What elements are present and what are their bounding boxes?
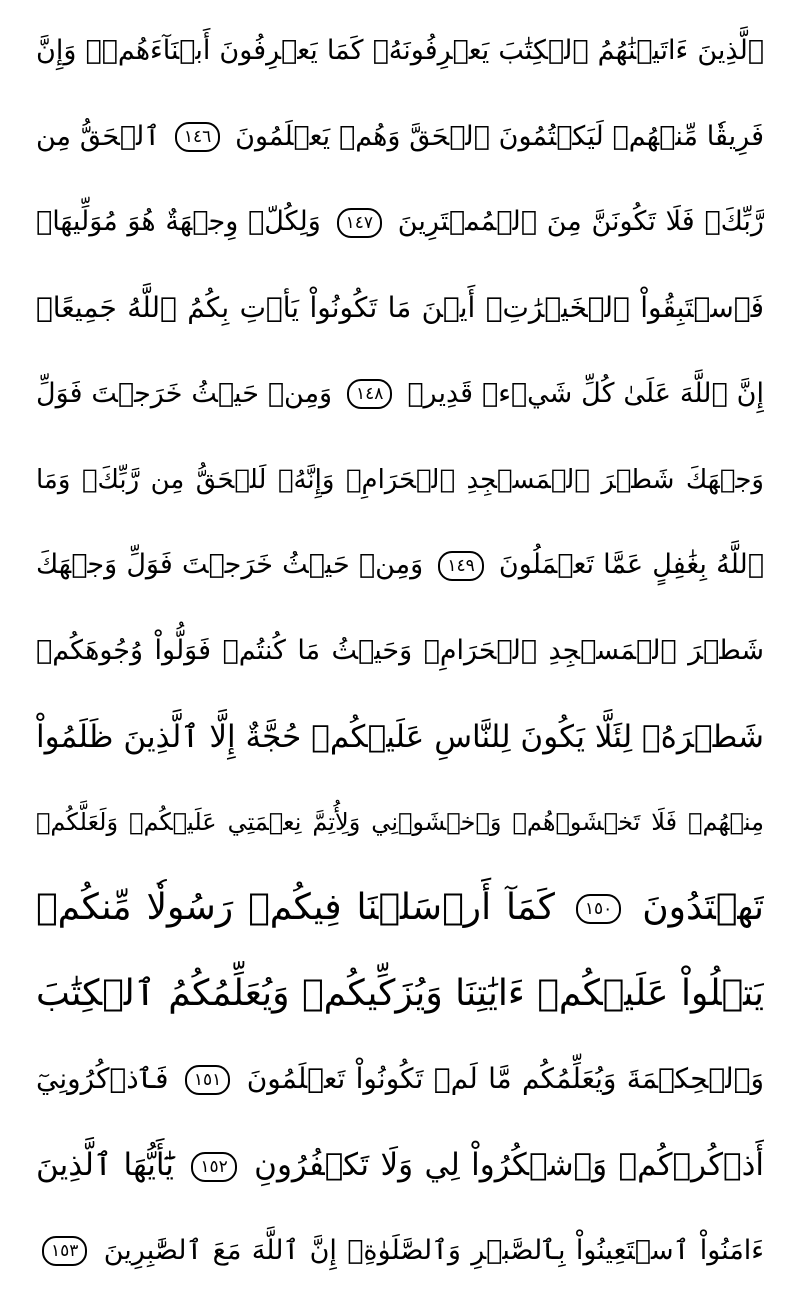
- verse-text: رَّبِّكَۖ فَلَا تَكُونَنَّ مِنَ ٱلۡمُمۡتَرِينَ: [397, 206, 764, 238]
- ayah-number-marker: ١٥٣: [42, 1236, 87, 1266]
- verse-line: [36, 18, 764, 84]
- verse-text: وَجۡهَكَ شَطۡرَ ٱلۡمَسۡجِدِ ٱلۡحَرَامِۖ وَإِنَّهُۥ لَلۡحَقُّ مِن رَّبِّكَۗ وَمَا: [36, 464, 764, 495]
- verse-text: مِنۡهُمۡ فَلَا تَخۡشَوۡهُمۡ وَٱخۡشَوۡنِي وَلِأُتِمَّ نِعۡمَتِي عَلَيۡكُمۡ وَلَعَلَّكُمۡ: [36, 808, 764, 837]
- verse-text: وَٱلۡحِكۡمَةَ وَيُعَلِّمُكُم مَّا لَمۡ تَكُونُواْ تَعۡلَمُونَ: [246, 1062, 764, 1096]
- verse-text: فَٱسۡتَبِقُواْ ٱلۡخَيۡرَٰتِۚ أَيۡنَ مَا تَكُونُواْ يَأۡتِ بِكُمُ ٱللَّهُ جَمِيعًاۚ: [36, 291, 764, 325]
- verse-line: [36, 704, 764, 770]
- verse-line: [36, 275, 764, 341]
- ayah-number-marker: ١٥٠: [576, 894, 621, 924]
- verse-line: [36, 1132, 764, 1198]
- verse-lines: [36, 18, 764, 1284]
- verse-text: شَطۡرَ ٱلۡمَسۡجِدِ ٱلۡحَرَامِۚ وَحَيۡثُ مَا كُنتُمۡ فَوَلُّواْ وُجُوهَكُمۡ: [36, 634, 764, 666]
- verse-line: [36, 189, 764, 255]
- verse-text: فَرِيقٗا مِّنۡهُمۡ لَيَكۡتُمُونَ ٱلۡحَقَّ وَهُمۡ يَعۡلَمُونَ: [235, 120, 764, 152]
- ayah-number-marker: ١٤٦: [175, 122, 220, 152]
- verse-text: كَمَآ أَرۡسَلۡنَا فِيكُمۡ رَسُولٗا مِّنكُمۡ: [36, 887, 555, 929]
- verse-line: [36, 532, 764, 598]
- verse-text: إِنَّ ٱللَّهَ عَلَىٰ كُلِّ شَيۡءٖ قَدِيرٞ: [407, 377, 764, 409]
- verse-text: تَهۡتَدُونَ: [642, 887, 764, 929]
- verse-text: وَلِكُلّٖ وِجۡهَةٌ هُوَ مُوَلِّيهَاۖ: [36, 206, 321, 238]
- verse-line: [36, 1218, 764, 1284]
- verse-text: ءَامَنُواْ ٱسۡتَعِينُواْ بِٱلصَّبۡرِ وَٱلصَّلَوٰةِۚ إِنَّ ٱللَّهَ مَعَ ٱلصَّٰبِرِينَ: [103, 1234, 764, 1266]
- ayah-number-marker: ١٤٧: [337, 208, 382, 238]
- verse-line: [36, 361, 764, 427]
- ayah-number-marker: ١٥١: [185, 1065, 230, 1095]
- verse-line: [36, 789, 764, 855]
- ayah-number-marker: ١٥٢: [191, 1152, 236, 1182]
- verse-text: وَمِنۡ حَيۡثُ خَرَجۡتَ فَوَلِّ: [36, 377, 333, 409]
- verse-text: وَمِنۡ حَيۡثُ خَرَجۡتَ فَوَلِّ وَجۡهَكَ: [36, 549, 424, 581]
- verse-text: يَٰٓأَيُّهَا ٱلَّذِينَ: [36, 1147, 174, 1184]
- verse-text: فَٱذۡكُرُونِيٓ: [36, 1062, 169, 1096]
- verse-text: شَطۡرَهُۥ لِئَلَّا يَكُونَ لِلنَّاسِ عَلَيۡكُمۡ حُجَّةٌ إِلَّا ٱلَّذِينَ ظَلَمُواْ: [36, 718, 764, 755]
- ayah-number-marker: ١٤٨: [347, 379, 392, 409]
- verse-text: ٱلۡحَقُّ مِن: [36, 120, 161, 152]
- verse-text: يَتۡلُواْ عَلَيۡكُمۡ ءَايَٰتِنَا وَيُزَكِّيكُمۡ وَيُعَلِّمُكُمُ ٱلۡكِتَٰبَ: [36, 972, 764, 1014]
- verse-line: [36, 618, 764, 684]
- verse-text: أَذۡكُرۡكُمۡ وَٱشۡكُرُواْ لِي وَلَا تَكۡفُرُونِ: [254, 1147, 764, 1184]
- ayah-number-marker: ١٤٩: [438, 551, 483, 581]
- verse-line: [36, 875, 764, 941]
- verse-line: [36, 447, 764, 513]
- verse-line: [36, 1046, 764, 1112]
- verse-line: [36, 961, 764, 1027]
- verse-text: ٱلَّذِينَ ءَاتَيۡنَٰهُمُ ٱلۡكِتَٰبَ يَعۡرِفُونَهُۥ كَمَا يَعۡرِفُونَ أَبۡنَآءَهُمۡۖ وَإِنَّ: [36, 35, 764, 66]
- verse-line: [36, 104, 764, 170]
- verse-text: ٱللَّهُ بِغَٰفِلٍ عَمَّا تَعۡمَلُونَ: [498, 549, 764, 581]
